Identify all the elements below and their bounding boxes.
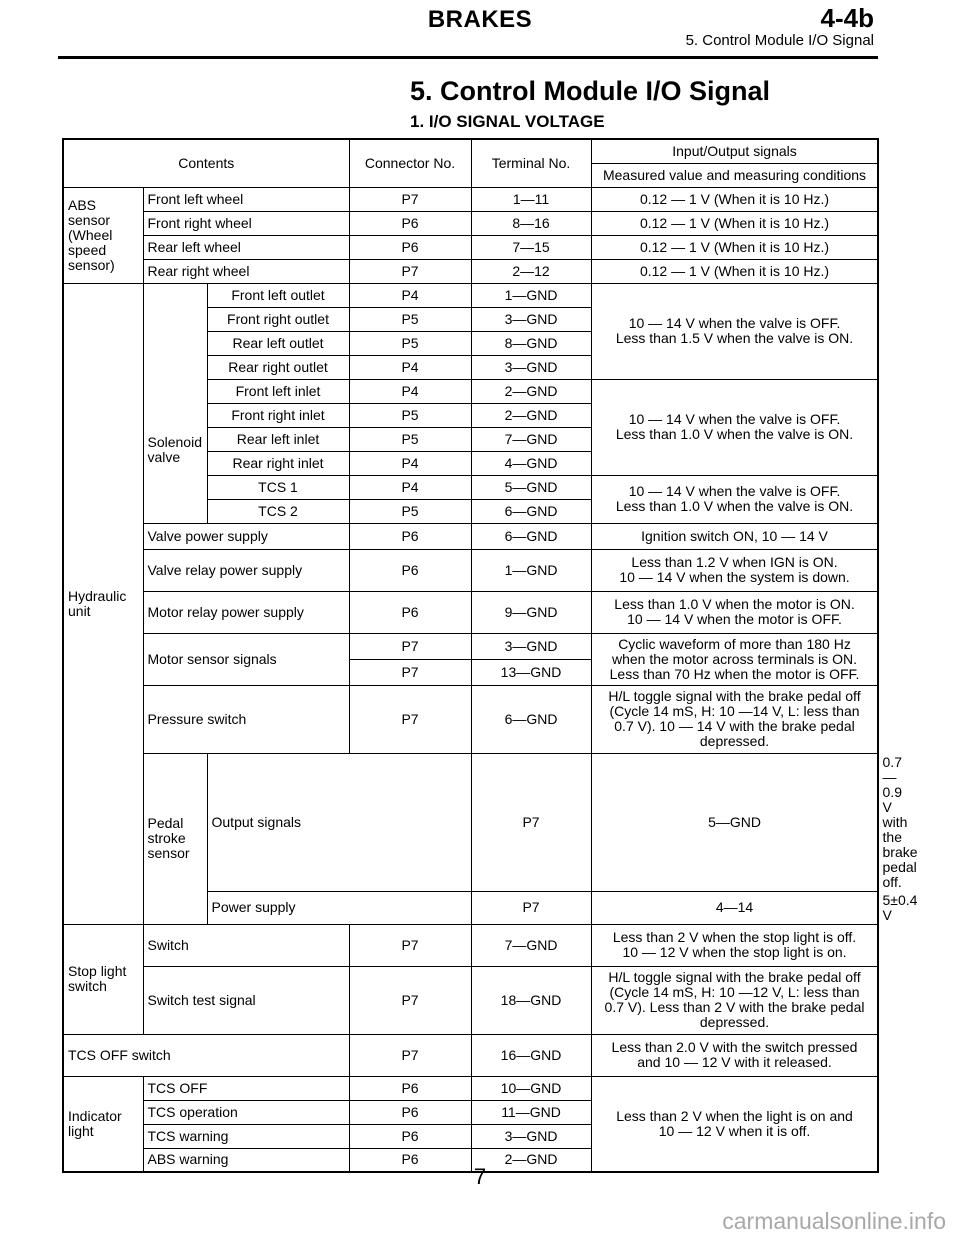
- category-pedal-stroke-sensor: Pedal stroke sensor: [143, 753, 207, 924]
- cell-connector: P5: [349, 499, 471, 523]
- table-row: [63, 1076, 878, 1100]
- page-title: 5. Control Module I/O Signal: [410, 76, 771, 106]
- cell-connector: P4: [349, 379, 471, 403]
- cell-terminal: 4—GND: [471, 451, 591, 475]
- table-row: [63, 924, 878, 966]
- cell-value: [591, 685, 878, 753]
- table-title: 1. I/O SIGNAL VOLTAGE: [410, 112, 605, 131]
- cell-terminal: 3—GND: [471, 633, 591, 659]
- cell-terminal: 4—14: [591, 891, 878, 924]
- cell-connector: P7: [349, 685, 471, 753]
- cell-terminal: 1—GND: [471, 283, 591, 307]
- cell-connector: P5: [349, 403, 471, 427]
- cell-value: [591, 1076, 878, 1172]
- cell-item: Front right outlet: [207, 307, 349, 331]
- table-row: [63, 591, 878, 633]
- cell-terminal: 2—GND: [471, 379, 591, 403]
- cell-connector: P5: [349, 331, 471, 355]
- cell-item: Rear right wheel: [143, 259, 349, 283]
- table-row: [63, 685, 878, 753]
- table-row: [63, 235, 878, 259]
- cell-connector: P6: [349, 591, 471, 633]
- cell-terminal: 2—12: [471, 259, 591, 283]
- category-stop-light-switch: Stop light switch: [63, 924, 143, 1034]
- cell-value: 0.12 — 1 V (When it is 10 Hz.): [591, 211, 878, 235]
- header-divider: [58, 56, 878, 59]
- cell-value: [591, 924, 878, 966]
- cell-terminal: 2—GND: [471, 1148, 591, 1172]
- table-row: Power supply P7 4—14 5±0.4 V: [63, 891, 878, 924]
- cell-item: TCS operation: [143, 1100, 349, 1124]
- value-line: Less than 2.0 V with the switch pressed: [611, 1039, 858, 1055]
- cell-item: Valve relay power supply: [143, 549, 349, 591]
- cell-value: [591, 1034, 878, 1076]
- header-io-signals: Input/Output signals: [591, 139, 878, 163]
- value-line: Cyclic waveform of more than 180 Hz: [618, 635, 851, 652]
- table-row: [63, 523, 878, 549]
- table-row: [63, 211, 878, 235]
- cell-item: Rear right outlet: [207, 355, 349, 379]
- cell-item: Front left wheel: [143, 187, 349, 211]
- category-indicator-light: Indicator light: [63, 1076, 143, 1172]
- cell-connector: P7: [471, 753, 591, 891]
- cell-connector: P7: [349, 187, 471, 211]
- cell-terminal: 6—GND: [471, 685, 591, 753]
- cell-item: Switch: [143, 924, 349, 966]
- cell-item: TCS 2: [207, 499, 349, 523]
- section-code: 4-4b: [820, 3, 874, 33]
- cell-connector: P6: [349, 211, 471, 235]
- cell-item: TCS 1: [207, 475, 349, 499]
- cell-item: Front right inlet: [207, 403, 349, 427]
- header-terminal: Terminal No.: [471, 139, 591, 187]
- cell-connector: P7: [349, 1034, 471, 1076]
- cell-value: [591, 966, 878, 1034]
- value-line: depressed.: [699, 733, 770, 749]
- cell-connector: P5: [349, 307, 471, 331]
- table-header-row: [63, 139, 878, 163]
- cell-terminal: 5—GND: [471, 475, 591, 499]
- table-row: [63, 259, 878, 283]
- value-line: Less than 2 V when the light is on and: [616, 1107, 853, 1124]
- cell-value: Ignition switch ON, 10 — 14 V: [591, 523, 878, 549]
- cell-value: [591, 475, 878, 523]
- cell-connector: P7: [471, 891, 591, 924]
- value-line: when the motor across terminals is ON.: [611, 650, 858, 667]
- cell-item: Pressure switch: [143, 685, 349, 753]
- table-row: [63, 187, 878, 211]
- cell-value: 0.12 — 1 V (When it is 10 Hz.): [591, 235, 878, 259]
- value-line: H/L toggle signal with the brake pedal off: [608, 969, 861, 985]
- value-line: 10 — 14 V when the valve is OFF.: [628, 315, 841, 331]
- cell-item: TCS warning: [143, 1124, 349, 1148]
- cell-terminal: 7—GND: [471, 924, 591, 966]
- value-line: 10 — 14 V when the system is down.: [619, 569, 850, 585]
- header-connector: Connector No.: [349, 139, 471, 187]
- table-row: Pedal stroke sensor Output signals P7 5—GND 0.7 — 0.9 V with the brake pedal off.: [63, 753, 878, 891]
- cell-connector: P7: [349, 966, 471, 1034]
- value-line: H/L toggle signal with the brake pedal off: [608, 688, 861, 704]
- cell-item: ABS warning: [143, 1148, 349, 1172]
- cell-terminal: 6—GND: [471, 499, 591, 523]
- cell-connector: P6: [349, 523, 471, 549]
- cell-terminal: 1—11: [471, 187, 591, 211]
- value-line: 0.7 V). 10 — 14 V with the brake pedal: [614, 718, 855, 734]
- io-signal-table: [62, 138, 918, 1173]
- cell-terminal: 3—GND: [471, 1124, 591, 1148]
- chapter-title: BRAKES: [427, 6, 533, 33]
- cell-connector: P5: [349, 427, 471, 451]
- cell-value: 0.12 — 1 V (When it is 10 Hz.): [591, 259, 878, 283]
- value-line: 10 — 12 V when the stop light is on.: [622, 944, 847, 960]
- cell-terminal: 3—GND: [471, 355, 591, 379]
- value-line: Less than 2 V when the stop light is off.: [612, 929, 857, 945]
- cell-terminal: 10—GND: [471, 1076, 591, 1100]
- cell-value: [591, 283, 878, 379]
- value-line: Less than 1.5 V when the valve is ON.: [615, 330, 854, 346]
- value-line: Less than 1.0 V when the motor is ON.: [614, 596, 855, 612]
- cell-connector: P4: [349, 451, 471, 475]
- section-header: [686, 4, 874, 50]
- value-line: 0.7 V). Less than 2 V with the brake pedal: [604, 999, 865, 1015]
- table-row: [63, 1034, 878, 1076]
- cell-item: Rear right inlet: [207, 451, 349, 475]
- cell-terminal: 2—GND: [471, 403, 591, 427]
- cell-terminal: 9—GND: [471, 591, 591, 633]
- cell-item: Front left inlet: [207, 379, 349, 403]
- cell-item: Rear left inlet: [207, 427, 349, 451]
- table-row: [63, 966, 878, 1034]
- cell-terminal: 18—GND: [471, 966, 591, 1034]
- cell-value: [591, 549, 878, 591]
- table-row: [63, 283, 878, 307]
- value-line: 10 — 14 V when the valve is OFF.: [628, 411, 841, 427]
- category-hydraulic-unit: Hydraulic unit: [63, 283, 143, 924]
- cell-item: Valve power supply: [143, 523, 349, 549]
- cell-connector: P4: [349, 283, 471, 307]
- cell-connector: P6: [349, 235, 471, 259]
- value-line: depressed.: [699, 1014, 770, 1030]
- value-line: Less than 1.0 V when the valve is ON.: [615, 498, 854, 514]
- cell-connector: P7: [349, 633, 471, 659]
- cell-connector: P4: [349, 475, 471, 499]
- cell-terminal: 8—16: [471, 211, 591, 235]
- cell-value: 0.12 — 1 V (When it is 10 Hz.): [591, 187, 878, 211]
- cell-item: TCS OFF: [143, 1076, 349, 1100]
- value-line: 10 — 14 V when the motor is OFF.: [627, 611, 842, 627]
- cell-terminal: 7—GND: [471, 427, 591, 451]
- cell-item: Power supply: [207, 891, 471, 924]
- cell-connector: P4: [349, 355, 471, 379]
- cell-item: Front right wheel: [143, 211, 349, 235]
- value-line: 10 — 12 V when it is off.: [658, 1122, 811, 1139]
- cell-item: Output signals: [207, 753, 471, 891]
- cell-item: Rear left wheel: [143, 235, 349, 259]
- cell-terminal: 3—GND: [471, 307, 591, 331]
- cell-connector: P6: [349, 1148, 471, 1172]
- cell-terminal: 7—15: [471, 235, 591, 259]
- table-row: [63, 549, 878, 591]
- value-line: Less than 1.0 V when the valve is ON.: [615, 426, 854, 442]
- cell-connector: P7: [349, 259, 471, 283]
- page-number: 7: [473, 1164, 487, 1189]
- cell-connector: P6: [349, 1076, 471, 1100]
- cell-connector: P7: [349, 924, 471, 966]
- value-line: 10 — 14 V when the valve is OFF.: [628, 483, 841, 499]
- value-line: (Cycle 14 mS, H: 10 —14 V, L: less than: [609, 703, 860, 719]
- header-contents: Contents: [63, 139, 349, 187]
- value-line: (Cycle 14 mS, H: 10 —12 V, L: less than: [609, 984, 860, 1000]
- cell-connector: P6: [349, 1124, 471, 1148]
- value-line: and 10 — 12 V with it released.: [637, 1054, 832, 1070]
- cell-connector: P7: [349, 659, 471, 685]
- cell-item: Motor relay power supply: [143, 591, 349, 633]
- cell-value: [591, 379, 878, 475]
- cell-terminal: 13—GND: [471, 659, 591, 685]
- cell-connector: P6: [349, 1100, 471, 1124]
- category-solenoid-valve: Solenoid valve: [143, 283, 207, 523]
- cell-item: Front left outlet: [207, 283, 349, 307]
- cell-terminal: 16—GND: [471, 1034, 591, 1076]
- cell-item: Rear left outlet: [207, 331, 349, 355]
- header-measured: Measured value and measuring conditions: [591, 163, 878, 187]
- cell-value: [591, 633, 878, 685]
- cell-item: TCS OFF switch: [63, 1034, 349, 1076]
- value-line: Less than 1.2 V when IGN is ON.: [631, 554, 838, 570]
- cell-connector: P6: [349, 549, 471, 591]
- cell-terminal: 6—GND: [471, 523, 591, 549]
- watermark: carmanualsonline.info: [722, 1208, 946, 1234]
- cell-item: Motor sensor signals: [143, 633, 349, 685]
- cell-terminal: 5—GND: [591, 753, 878, 891]
- cell-terminal: 8—GND: [471, 331, 591, 355]
- cell-value: [591, 591, 878, 633]
- cell-terminal: 1—GND: [471, 549, 591, 591]
- cell-item: Switch test signal: [143, 966, 349, 1034]
- section-subtitle: 5. Control Module I/O Signal: [685, 32, 874, 49]
- table-row: [63, 633, 878, 659]
- category-abs-sensor: ABS sensor (Wheel speed sensor): [63, 187, 143, 283]
- cell-terminal: 11—GND: [471, 1100, 591, 1124]
- value-line: Less than 70 Hz when the motor is OFF.: [609, 665, 860, 682]
